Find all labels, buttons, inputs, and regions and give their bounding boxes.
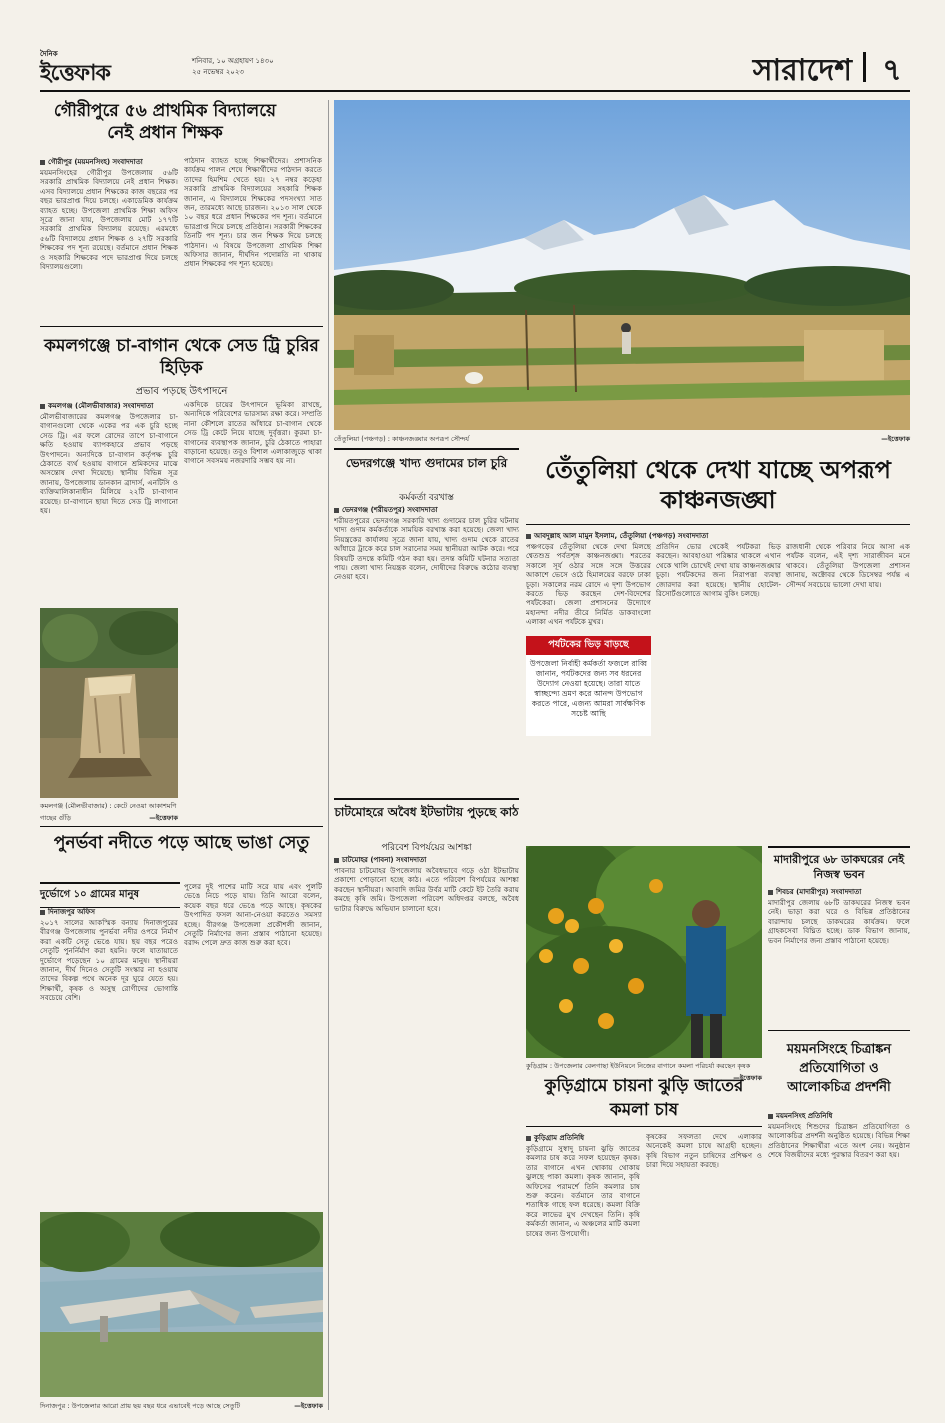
story4-quote-box: [526, 636, 651, 736]
orange-orchard-illustration: [526, 846, 762, 1058]
bullet-icon: [526, 1136, 531, 1141]
story2-body: মৌলভীবাজারের কমলগঞ্জ উপজেলার চা-বাগানগুলো থেকে একের পর এক চুরি হচ্ছে সেড ট্রি। এর ফলে রোদের তাপে চা-বাগানে ক্ষতি হওয়ায় ব্যাপকহারে প্রভাব পড়ছে উৎপাদনে। অন্যদিকে চা-বাগান কর্তৃপক্ষ চুরি ঠেকাতে ব্যর্থ হওয়ায় বাগানে শ্রমিকদের মাঝে অসন্তোষ দেখা দিয়েছে। স্থানীয় বিভিন্ন সূত্র জানায়, উপজেলায় ডানকান ব্রাদার্স, এনটিসি ও ব্যক্তিমালিকানাধীন মিলিয়ে ২২টি চা-বাগান রয়েছে। চা-বাগানে ছায়া দিতে সেড ট্রি লাগানো হয়।: [40, 412, 178, 516]
tree-stump-photo: [40, 608, 178, 798]
story7-body: কুড়িগ্রামে সুস্বাদু চায়না ঝুড়ি জাতের কমলার চাষ করে সফল হয়েছেন কৃষক। তার বাগানে এখন থোকায় থোকায় ঝুলছে পাকা কমলা। কৃষক জানান, কৃষি অফিসের পরামর্শে তিনি কমলার চাষ শুরু করেন। বর্তমানে তার বাগানে শতাধিক গাছে ফল ধরেছে। কমলা বিক্রি করে লাভের মুখ দেখছেন তিনি। কৃষি কর্মকর্তা জানান, এ অঞ্চলের মাটি কমলা চাষের জন্য উপযোগী।: [526, 1144, 640, 1238]
story7-headline: কুড়িগ্রামে চায়না ঝুড়ি জাতের কমলা চাষ: [544, 1076, 744, 1120]
story2-caption: [40, 800, 178, 824]
story4-credit: —ইত্তেফাক: [881, 435, 910, 443]
kanchenjunga-photo: [334, 100, 910, 430]
story9-byline-text: ময়মনসিংহ প্রতিনিধি: [776, 1112, 833, 1120]
brand-name: ইত্তেফাক: [40, 60, 110, 86]
brand-small: দৈনিক: [40, 49, 58, 58]
bullet-icon: [526, 534, 531, 539]
story3-body-continued: পুলের দুই পাশের মাটি সরে যায় এবং পুলটি ভেঙে নিচে পড়ে যায়। তিনি আরো বলেন, কয়েক বছর ধরে ভেঙে পড়ে আছে। কৃষকের উৎপাদিত ফসল আনা-নেওয়া করতেও সমস্যা হচ্ছে। বীরগঞ্জ উপজেলা প্রকৌশলী জানান, সেতুটি নির্মাণের জন্য প্রস্তাব পাঠানো হয়েছে। বরাদ্দ পেলে দ্রুত কাজ শুরু করা হবে।: [184, 882, 322, 948]
story4-caption: [334, 433, 910, 445]
story1-byline-text: গৌরীপুর (ময়মনসিংহ) সংবাদদাতা: [48, 158, 143, 166]
story6-byline-text: চাটমোহর (পাবনা) সংবাদদাতা: [342, 856, 427, 864]
story9-top-rule: [768, 1030, 910, 1031]
story8-byline-text: শিবচর (মাদারীপুর) সংবাদদাতা: [776, 888, 862, 896]
story2-body-continued: একদিকে চায়ের উৎপাদনে ভূমিকা রাখছে, অন্যদিকে পরিবেশের ভারসাম্য রক্ষা করে। সম্প্রতি নানা কৌশলে রাতের আঁধারে চা-বাগান থেকে সেড ট্রি কেটে নিয়ে যাচ্ছে দুর্বৃত্তরা। কুরমা চা-বাগানের ব্যবস্থাপক জানান, চুরি ঠেকাতে পাহারা বাড়ানো হয়েছে। তবুও বিশাল এলাকাজুড়ে থাকা বাগানে সবসময় নজরদারি সম্ভব হয় না।: [184, 400, 322, 466]
issue-date: [192, 56, 332, 78]
story7-byline-text: কুড়িগ্রাম প্রতিনিধি: [534, 1134, 585, 1142]
bullet-icon: [40, 160, 45, 165]
bullet-icon: [768, 890, 773, 895]
story5-subhead: কর্মকর্তা বরখাস্ত: [399, 493, 454, 503]
story2-bottom-rule: [40, 826, 323, 827]
story7-body-continued: কৃষকের সফলতা দেখে এলাকার অনেকেই কমলা চাষে আগ্রহী হচ্ছেন। কৃষি বিভাগ নতুন চাষিদের প্রশিক্ষণ ও চারা দিয়ে সহায়তা করছে।: [646, 1132, 762, 1170]
story7-headline-rule: [526, 1126, 762, 1127]
story3-byline-text: দিনাজপুর অফিস: [48, 908, 95, 916]
bullet-icon: [768, 1114, 773, 1119]
story8-headline: মাদারীপুরে ৬৮ ডাকঘরের নেই নিজস্ব ভবন: [773, 853, 905, 881]
story4-body-col2-lower: [656, 640, 781, 840]
masthead: [40, 46, 910, 86]
story7-caption-text: কুড়িগ্রাম : উপজেলার বেলগাছা ইউনিয়নে নিজের বাগানে কমলা পরিচর্যা করছেন কৃষক: [526, 1062, 751, 1070]
bullet-icon: [334, 508, 339, 513]
story8-top-rule: [768, 846, 910, 848]
story4-byline-text: আবদুল্লাহ আল মামুন ইসলাম, তেঁতুলিয়া (পঞ্চগড়) সংবাদদাতা: [534, 532, 709, 540]
logo: [40, 48, 180, 86]
bullet-icon: [334, 858, 339, 863]
story2-credit: —ইত্তেফাক: [149, 814, 178, 822]
story4-body-continued: প্রতিদিন ভোর থেকেই পর্যটকরা ভিড় করছেন। আবহাওয়া পরিষ্কার থাকলে এখান থেকে খালি চোখেই দেখা যায় কাঞ্চনজঙ্ঘার চূড়া। পর্যটকদের জন্য নিরাপত্তা ব্যবস্থা জোরদার করা হয়েছে। স্থানীয় হোটেল-রিসোর্টগুলোতে আগাম বুকিং চলছে।: [656, 542, 781, 599]
story9-headline: ময়মনসিংহে চিত্রাঙ্কন প্রতিযোগিতা ও আলোকচিত্র প্রদর্শনী: [786, 1042, 892, 1095]
story3-caption-text: দিনাজপুর : উপজেলার আরো প্রায় ছয় বছর ধরে এভাবেই পড়ে আছে সেতুটি: [40, 1402, 241, 1410]
story3-credit: —ইত্তেফাক: [294, 1402, 323, 1410]
story4-caption-text: তেঁতুলিয়া (পঞ্চগড়) : কাঞ্চনজঙ্ঘার অপরূপ সৌন্দর্য: [334, 435, 470, 443]
story1-body-continued: পাঠদান ব্যাহত হচ্ছে শিক্ষার্থীদের। প্রশাসনিক কার্যক্রম পালন শেষে শিক্ষার্থীদের পাঠদান করতে তাদের হিমশিম খেতে হয়। ২৭ নম্বর কড়েহা সরকারি প্রাথমিক বিদ্যালয়ের সহকারি শিক্ষক জানান, এ বিদ্যালয়ে শিক্ষকের পদসংখ্যা সাত জন, তারমধ্যে আছে চারজন। ২০১৩ সাল থেকে ১০ বছর ধরে প্রধান শিক্ষকের পদ শূন্য। বর্তমানে ভারপ্রাপ্ত দিয়ে চলছে প্রতিষ্ঠান। সরকারী শিক্ষকের তিনটি পদ শূন্য। চার জন শিক্ষক দিয়ে চলছে পাঠদান। এ বিষয়ে উপজেলা প্রাথমিক শিক্ষা অফিসার জানান, দীর্ঘদিন পদোন্নতি না থাকায় প্রধান শিক্ষকের পদ শূন্য হয়েছে।: [184, 156, 322, 269]
story7-credit: —ইত্তেফাক: [733, 1074, 762, 1082]
broken-bridge-photo: [40, 1212, 323, 1397]
story6-headline: চাটমোহরে অবৈধ ইটভাটায় পুড়ছে কাঠ: [334, 805, 519, 819]
date-bangla: শনিবার, ১০ অগ্রহায়ণ ১৪৩০: [192, 57, 274, 65]
column-divider: [328, 100, 329, 1410]
page-number: ৭: [882, 53, 902, 88]
story2-subhead: প্রভাব পড়ছে উৎপাদনে: [135, 386, 228, 397]
tree-stump-illustration: [40, 608, 178, 798]
orange-orchard-photo: [526, 846, 762, 1058]
story4-box-title: পর্যটকের ভিড় বাড়ছে: [526, 636, 651, 655]
broken-bridge-illustration: [40, 1212, 323, 1397]
story2-caption-text: কমলগঞ্জ (মৌলভীবাজার) : কেটে নেওয়া আকাশমণি গাছের গুঁড়ি: [40, 802, 177, 822]
story4-headline-rule: [526, 524, 910, 525]
masthead-rule: [40, 90, 910, 92]
story4-headline: তেঁতুলিয়া থেকে দেখা যাচ্ছে অপরূপ কাঞ্চনজঙ্ঘা: [545, 455, 891, 514]
story3-caption: [40, 1400, 323, 1412]
story5-top-rule: [334, 448, 519, 450]
story4-box-quote: উপজেলা নির্বাহী কর্মকর্তা ফজলে রাব্বি জানান, পর্যটকদের জন্য সব ধরনের উদ্যোগ নেওয়া হয়েছে। তারা যাতে স্বাচ্ছন্দ্যে ভ্রমণ করে আনন্দ উপভোগ করতে পারে, এজন্য আমরা সার্বক্ষণিক সচেষ্ট আছি: [529, 659, 648, 718]
story1-headline: গৌরীপুরে ৫৬ প্রাথমিক বিদ্যালয়ে নেই প্রধান শিক্ষক: [53, 101, 277, 143]
story3-subhead: দুর্ভোগে ১০ গ্রামের মানুষ: [40, 889, 140, 900]
story8-body: মাদারীপুর জেলায় ৬৮টি ডাকঘরের নিজস্ব ভবন নেই। ভাড়া করা ঘরে ও বিভিন্ন প্রতিষ্ঠানের বারান্দায় চলছে ডাকঘরের কার্যক্রম। ফলে গ্রাহকসেবা বিঘ্নিত হচ্ছে। ডাক বিভাগ জানায়, ভবন নির্মাণের জন্য প্রস্তাব পাঠানো হয়েছে।: [768, 898, 910, 945]
date-english: ২৫ নভেম্বর ২০২৩: [192, 68, 244, 76]
bullet-icon: [40, 404, 45, 409]
story3-subhead-box: [40, 882, 180, 908]
story2-headline: কমলগঞ্জে চা-বাগান থেকে সেড ট্রি চুরির হিড়িক: [44, 336, 319, 378]
story2-byline-text: কমলগঞ্জ (মৌলভীবাজার) সংবাদদাতা: [48, 402, 154, 410]
story9-body: ময়মনসিংহে শিশুদের চিত্রাঙ্কন প্রতিযোগিতা ও আলোকচিত্র প্রদর্শনী অনুষ্ঠিত হয়েছে। বিভিন্ন শিক্ষা প্রতিষ্ঠানের শিক্ষার্থীরা এতে অংশ নেয়। অনুষ্ঠান শেষে বিজয়ীদের মধ্যে পুরস্কার বিতরণ করা হয়।: [768, 1122, 910, 1160]
section-divider: [863, 52, 866, 82]
story4-body: পঞ্চগড়ের তেঁতুলিয়া থেকে দেখা মিলছে শ্বেতশুভ্র পর্বতশৃঙ্গ কাঞ্চনজঙ্ঘা। শরতের সকালে সূর্য ওঠার সঙ্গে সঙ্গে উত্তরের আকাশে ভেসে ওঠে হিমালয়ের বরফে ঢাকা চূড়া। সকালের নরম রোদে এ দৃশ্য উপভোগ করতে ভিড় করছেন দেশ-বিদেশের পর্যটকেরা। জেলা প্রশাসনের উদ্যোগে মহানন্দা নদীর তীরে নির্মিত ডাকবাংলো এলাকা এখন পর্যটকে মুখর।: [526, 542, 651, 627]
story5-headline: ভেদরগঞ্জে খাদ্য গুদামের চাল চুরি: [345, 456, 508, 470]
story4-body-col3: রাজধানী থেকে পরিবার নিয়ে আসা এক পর্যটক বলেন, এই দৃশ্য সারাজীবন মনে থাকবে। তেঁতুলিয়া উপজেলা প্রশাসন জানায়, অক্টোবর থেকে ডিসেম্বর পর্যন্ত এ সৌন্দর্য সবচেয়ে ভালো দেখা যায়।: [786, 542, 910, 589]
story6-top-rule: [334, 798, 519, 800]
story3-headline: পুনর্ভবা নদীতে পড়ে আছে ভাঙা সেতু: [53, 833, 310, 853]
bullet-icon: [40, 910, 45, 915]
story5-byline-text: ভেদরগঞ্জ (শরীয়তপুর) সংবাদদাতা: [342, 506, 438, 514]
story3-body: ২০১৭ সালের আকস্মিক বন্যায় দিনাজপুরের বীরগঞ্জ উপজেলায় পুনর্ভবা নদীর ওপরে নির্মাণ করা একটি সেতু ভেঙে যায়। ছয় বছর পরেও সেতুটি পুনর্নির্মাণ করা হয়নি। ফলে যাতায়াতে দুর্ভোগে পড়েছেন ১০ গ্রামের মানুষ। স্থানীয়রা জানান, দীর্ঘ দিনেও সেতুটি সংস্কার না হওয়ায় তাদের বিকল্প পথে অনেক দূর ঘুরে যেতে হয়। শিক্ষার্থী, কৃষক ও অসুস্থ রোগীদের ভোগান্তি সবচেয়ে বেশি।: [40, 918, 178, 1003]
story1-bottom-rule: [40, 326, 323, 327]
story6-body: পাবনার চাটমোহর উপজেলায় অবৈধভাবে গড়ে ওঠা ইটভাটায় প্রকাশ্যে পোড়ানো হচ্ছে কাঠ। এতে পরিবেশ বিপর্যয়ের আশঙ্কা করছেন স্থানীয়রা। আবাদি জমির উর্বর মাটি কেটে ইট তৈরি করায় কমছে কৃষি জমি। উপজেলা পরিবেশ অধিদপ্তর বলছে, অবৈধ ভাটার বিরুদ্ধে অভিযান চালানো হবে।: [334, 866, 519, 913]
kanchenjunga-illustration: [334, 100, 910, 430]
story1-body: ময়মনসিংহের গৌরীপুর উপজেলায় ৫৬টি সরকারি প্রাথমিক বিদ্যালয়ে নেই প্রধান শিক্ষক। এসব বিদ্যালয়ে প্রধান শিক্ষকের কাজ বছরের পর বছর ভারপ্রাপ্ত দিয়ে চলছে। একাডেমিক কার্যক্রম ব্যাহত হচ্ছে। উপজেলা প্রাথমিক শিক্ষা অফিস সূত্রে জানা যায়, উপজেলায় মোট ১৭৭টি সরকারি প্রাথমিক বিদ্যালয় রয়েছে। এরমধ্যে ৫৬টি বিদ্যালয়ে প্রধান শিক্ষক ও ২৭টি সরকারি শিক্ষকের পদ শূন্য রয়েছে। বর্তমানে প্রধান শিক্ষক ও সহকারি শিক্ষকের পদে ভারপ্রাপ্ত দিয়ে চলছে বিদ্যালয়গুলো।: [40, 168, 178, 272]
story6-subhead: পরিবেশ বিপর্যয়ের আশঙ্কা: [381, 843, 472, 853]
section-title: সারাদেশ: [752, 53, 852, 88]
story5-body: শরীয়তপুরের ভেদরগঞ্জ সরকারি খাদ্য গুদামের চাল চুরির ঘটনায় খাদ্য গুদাম কর্মকর্তাকে সাময়িক বরখাস্ত করা হয়েছে। জেলা খাদ্য নিয়ন্ত্রকের কার্যালয় সূত্রে জানা যায়, খাদ্য গুদাম থেকে রাতের আঁধারে ট্রাকে করে চাল সরানোর সময় স্থানীয়রা আটক করে। পরে বিষয়টি তদন্তে কমিটি গঠন করা হয়। তদন্ত কমিটি ঘটনার সত্যতা পায়। জেলা খাদ্য নিয়ন্ত্রক বলেন, দোষীদের বিরুদ্ধে কঠোর ব্যবস্থা নেওয়া হবে।: [334, 516, 519, 582]
